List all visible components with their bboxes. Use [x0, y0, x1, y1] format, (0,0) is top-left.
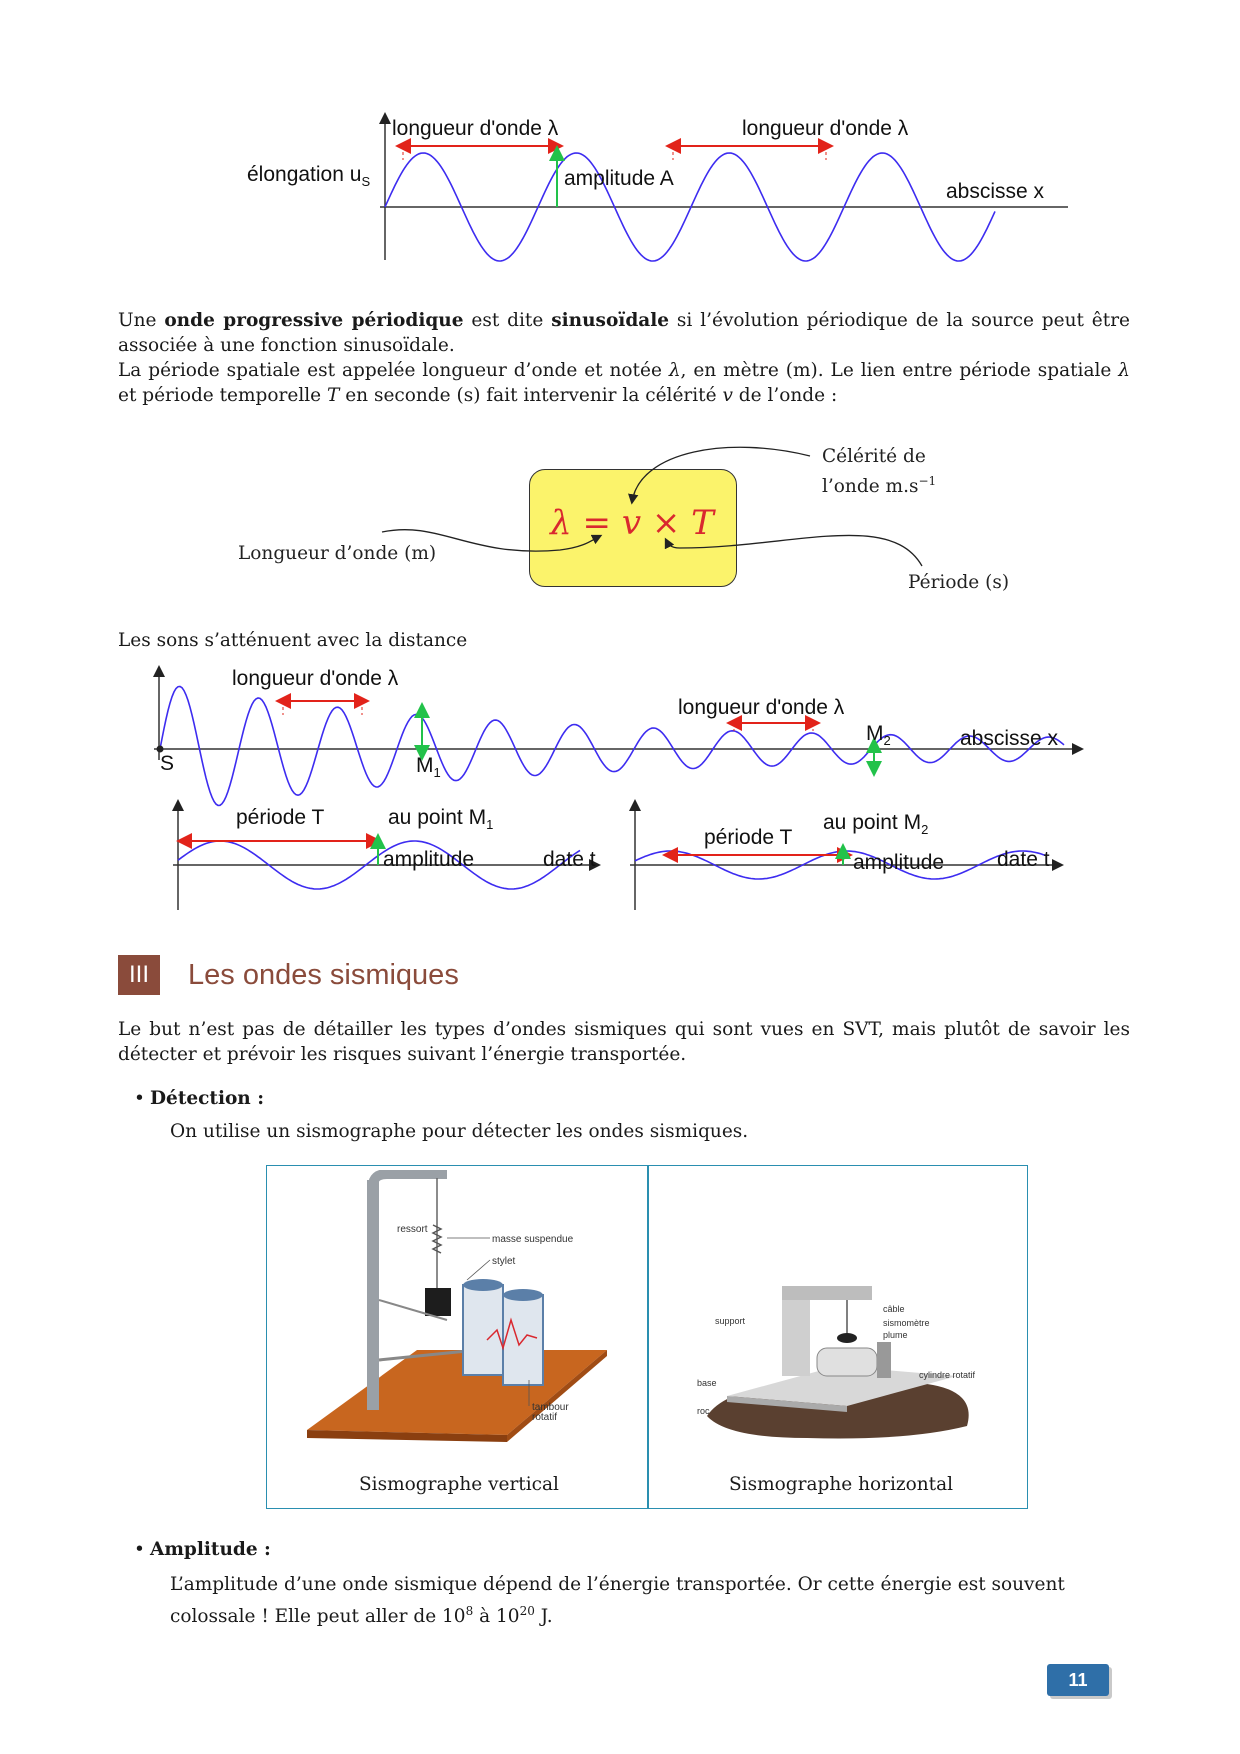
fig1-label-wavelength-left: longueur d'onde λ [392, 117, 559, 140]
seismograph-figure [266, 1165, 1028, 1509]
att-label-S: S [160, 752, 175, 775]
horizontal-label-cable: câble [883, 1304, 905, 1314]
detection-text: On utilise un sismographe pour détecter les ondes sismiques. [170, 1121, 749, 1142]
vertical-label-rotatif: rotatif [532, 1412, 558, 1423]
m1-label-amplitude: amplitude [383, 848, 475, 871]
att-M1-point [419, 746, 425, 752]
att-label-wavelength-right: longueur d'onde λ [678, 696, 845, 719]
section-number: III [118, 955, 160, 995]
horizontal-label-sismometre: sismomètre [883, 1318, 930, 1328]
caption-horizontal: Sismographe horizontal [729, 1474, 954, 1495]
m2-label-point: au point $M_2$ [823, 811, 929, 838]
horizontal-label-roc: roc [697, 1406, 710, 1416]
bullet-icon: • [134, 1539, 145, 1560]
att-damped-wave [160, 686, 1064, 805]
horizontal-label-support: support [715, 1316, 746, 1326]
fig1-label-amplitude: amplitude A [564, 167, 674, 190]
attenuation-figure [140, 665, 1090, 925]
m2-label-date: date t [997, 848, 1050, 871]
vertical-seismograph-image [307, 1170, 627, 1460]
detection-heading: • Détection : [134, 1088, 265, 1109]
formula-label-celerity: Célérité de l’onde $m.s^{-1}$ [822, 446, 937, 498]
section-intro: Le but n’est pas de détailler les types d’ondes sismiques qui sont vues en SVT, mais plutôt de savoir les détecter et prévoir les risques suivant l’énergie transportée. [118, 1019, 1130, 1065]
m2-label-amplitude: amplitude [853, 851, 945, 874]
att-label-wavelength-left: longueur d'onde λ [232, 667, 399, 690]
m2-label-period: période T [704, 826, 793, 849]
attenuation-sentence: Les sons s’atténuent avec la distance [118, 630, 468, 651]
amplitude-heading: • Amplitude : [134, 1539, 271, 1560]
figure-divider [647, 1166, 649, 1508]
vertical-label-mass: masse suspendue [492, 1234, 574, 1245]
att-label-M1: $M_1$ [416, 754, 441, 781]
formula-label-period: Période (s) [908, 572, 1010, 593]
horizontal-seismograph-image [687, 1266, 987, 1446]
m1-label-point: au point $M_1$ [388, 806, 494, 833]
m1-label-period: période T [236, 806, 325, 829]
m1-label-date: date t [543, 848, 596, 871]
vertical-label-ressort: ressort [397, 1224, 428, 1235]
formula-label-wavelength: Longueur d’onde (m) [238, 543, 437, 564]
intro-paragraph-2: La période spatiale est appelée longueur d’onde et notée λ, en mètre (m). Le lien entre période spatiale λ et période temporelle T en seconde (s) fait intervenir la célérité v de l’onde : [118, 360, 1130, 406]
bullet-icon: • [134, 1088, 145, 1109]
vertical-label-tambour: tambour [532, 1402, 569, 1413]
fig1-label-abscissa: abscisse x [946, 180, 1045, 203]
formula-equation: λ = v × T [550, 503, 714, 543]
intro-paragraph-1: Une onde progressive périodique est dite sinusoïdale si l’évolution périodique de la source peut être associée à une fonction sinusoïdale. [118, 310, 1130, 356]
horizontal-label-base: base [697, 1378, 717, 1388]
page-number: 11 [1047, 1664, 1109, 1696]
horizontal-label-plume: plume [883, 1330, 908, 1340]
att-label-abscissa: abscisse x [960, 727, 1059, 750]
caption-vertical: Sismographe vertical [359, 1474, 559, 1495]
vertical-label-stylet: stylet [492, 1256, 516, 1267]
att-label-M2-top: $M_2$ [866, 722, 891, 749]
horizontal-label-cylindre: cylindre rotatif [919, 1370, 976, 1380]
fig1-label-elongation: élongation $u_S$ [247, 163, 371, 190]
fig1-label-wavelength-right: longueur d'onde λ [742, 117, 909, 140]
amplitude-text: L’amplitude d’une onde sismique dépend de l’énergie transportée. Or cette énergie est souvent colossale ! Elle peut aller de $10^8$ à $10^{20}$ J. [170, 1574, 1065, 1628]
section-title: Les ondes sismiques [188, 959, 459, 991]
